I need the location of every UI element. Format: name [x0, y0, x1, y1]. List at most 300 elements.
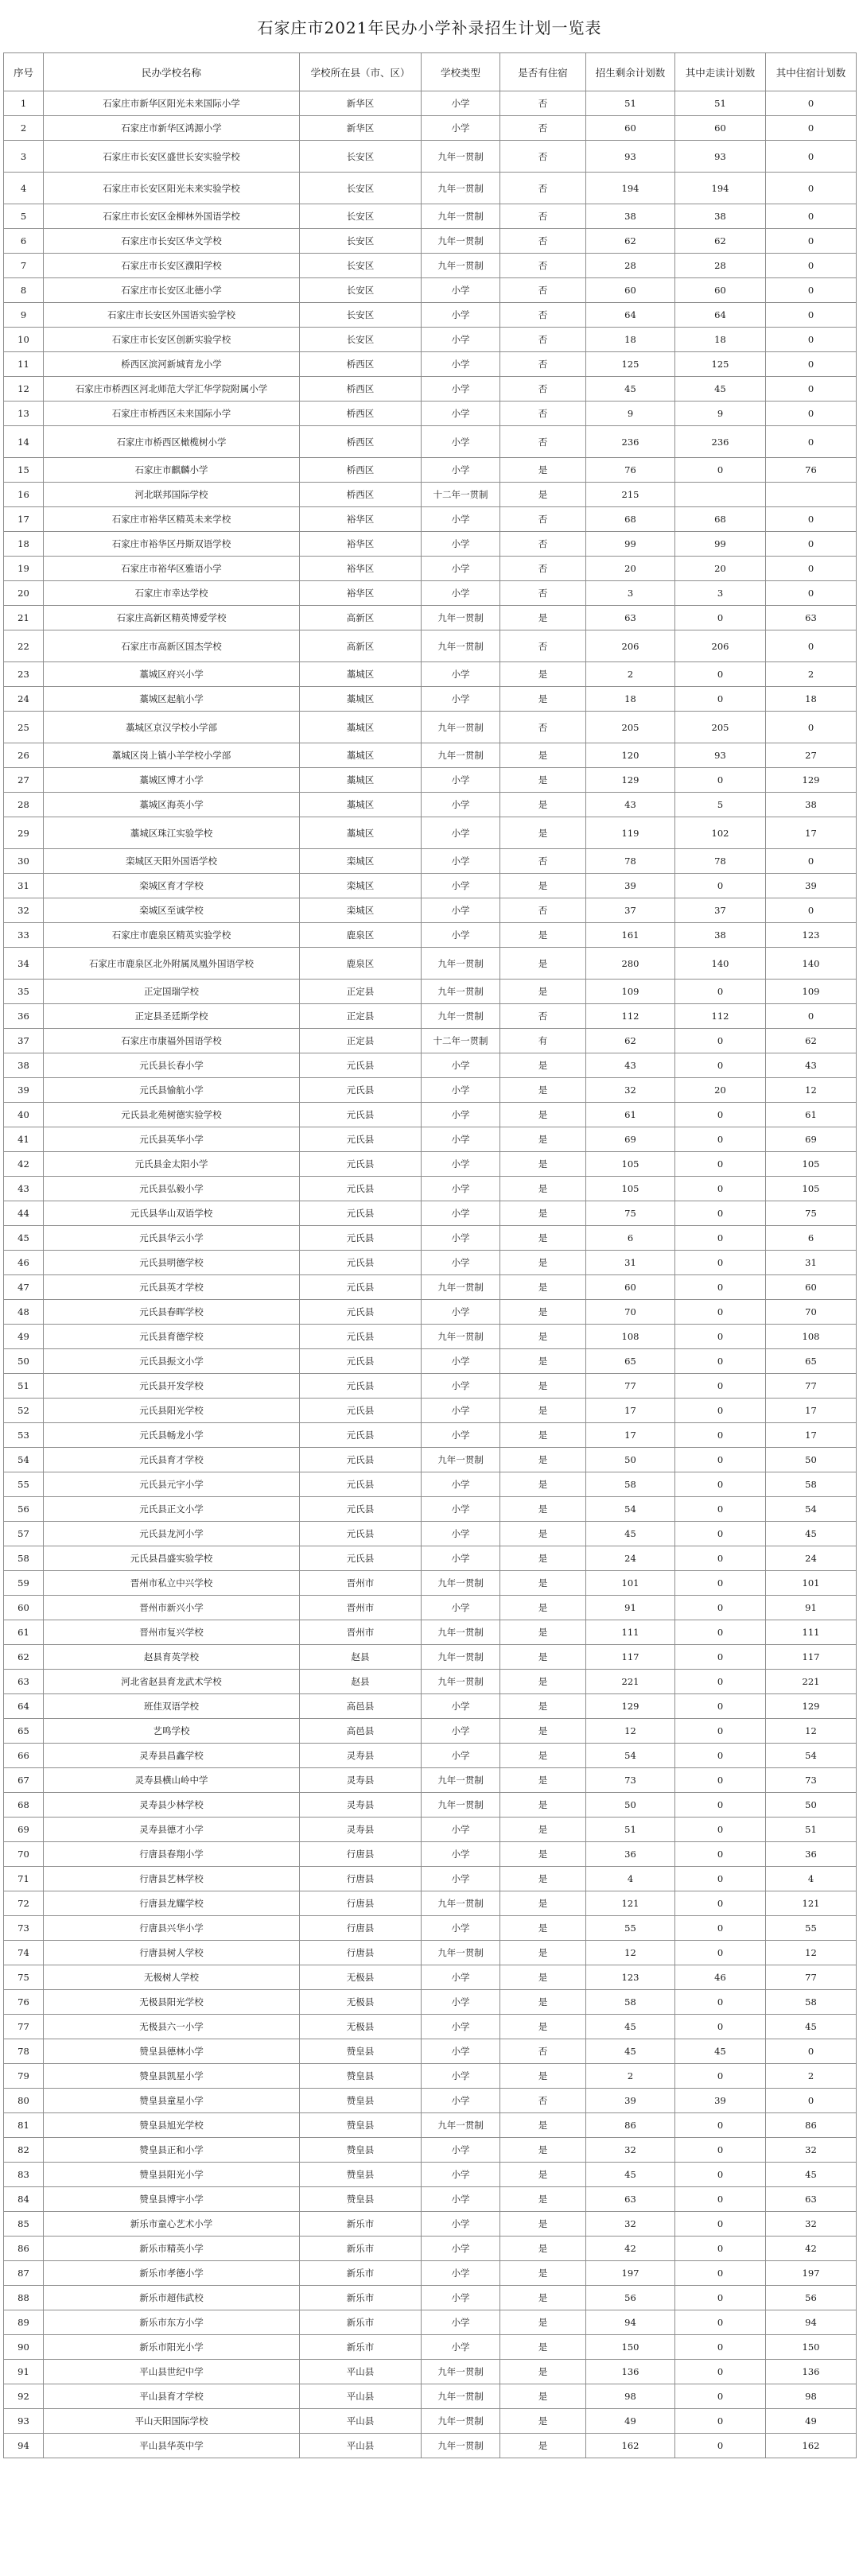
cell-boarding-quota: 0 [766, 2039, 857, 2064]
cell-boarding-quota: 0 [766, 581, 857, 606]
cell-remaining-quota: 64 [586, 303, 675, 328]
cell-day-quota: 60 [675, 278, 766, 303]
cell-remaining-quota: 12 [586, 1941, 675, 1965]
cell-boarding: 否 [500, 141, 586, 173]
cell-index: 51 [4, 1374, 44, 1399]
cell-school-name: 石家庄市桥西区橄榄树小学 [44, 426, 300, 458]
cell-remaining-quota: 60 [586, 116, 675, 141]
cell-day-quota: 0 [675, 1152, 766, 1177]
table-row [4, 377, 857, 402]
cell-boarding-quota: 0 [766, 352, 857, 377]
cell-district: 高邑县 [300, 1694, 422, 1719]
cell-index: 68 [4, 1793, 44, 1818]
cell-remaining-quota: 63 [586, 606, 675, 630]
cell-boarding-quota: 32 [766, 2138, 857, 2163]
cell-index: 22 [4, 630, 44, 662]
cell-boarding: 是 [500, 980, 586, 1004]
cell-school-type: 小学 [422, 1522, 500, 1546]
cell-district: 平山县 [300, 2384, 422, 2409]
cell-boarding-quota: 32 [766, 2212, 857, 2237]
cell-remaining-quota: 101 [586, 1571, 675, 1596]
cell-remaining-quota: 32 [586, 2212, 675, 2237]
cell-boarding: 否 [500, 2039, 586, 2064]
cell-school-type: 小学 [422, 1152, 500, 1177]
cell-remaining-quota: 24 [586, 1546, 675, 1571]
cell-remaining-quota: 162 [586, 2434, 675, 2458]
cell-school-name: 元氏县阳光学校 [44, 1399, 300, 1423]
cell-boarding-quota: 0 [766, 426, 857, 458]
cell-district: 赞皇县 [300, 2089, 422, 2113]
cell-index: 82 [4, 2138, 44, 2163]
cell-boarding-quota: 0 [766, 229, 857, 254]
table-row [4, 606, 857, 630]
cell-day-quota: 0 [675, 458, 766, 483]
cell-school-name: 赞皇县凯星小学 [44, 2064, 300, 2089]
cell-index: 88 [4, 2286, 44, 2310]
cell-remaining-quota: 70 [586, 1300, 675, 1325]
cell-district: 赞皇县 [300, 2163, 422, 2187]
cell-remaining-quota: 54 [586, 1744, 675, 1768]
cell-school-name: 晋州市复兴学校 [44, 1620, 300, 1645]
cell-boarding-quota: 50 [766, 1793, 857, 1818]
cell-boarding: 是 [500, 1694, 586, 1719]
cell-boarding-quota: 56 [766, 2286, 857, 2310]
table-row [4, 1941, 857, 1965]
cell-boarding-quota: 42 [766, 2237, 857, 2261]
cell-school-name: 灵寿县昌鑫学校 [44, 1744, 300, 1768]
cell-remaining-quota: 194 [586, 173, 675, 204]
cell-boarding: 是 [500, 2384, 586, 2409]
cell-district: 元氏县 [300, 1546, 422, 1571]
cell-boarding-quota: 12 [766, 1078, 857, 1103]
cell-district: 裕华区 [300, 532, 422, 557]
table-row [4, 1374, 857, 1399]
cell-district: 行唐县 [300, 1867, 422, 1891]
cell-boarding-quota: 0 [766, 630, 857, 662]
cell-school-type: 九年一贯制 [422, 2409, 500, 2434]
cell-district: 长安区 [300, 204, 422, 229]
cell-remaining-quota: 60 [586, 278, 675, 303]
cell-boarding-quota: 0 [766, 402, 857, 426]
cell-school-name: 元氏县育才学校 [44, 1448, 300, 1472]
cell-district: 元氏县 [300, 1226, 422, 1251]
table-body [4, 91, 857, 2458]
cell-remaining-quota: 111 [586, 1620, 675, 1645]
cell-school-type: 小学 [422, 2286, 500, 2310]
cell-index: 29 [4, 817, 44, 849]
cell-district: 高邑县 [300, 1719, 422, 1744]
cell-school-name: 无极树人学校 [44, 1965, 300, 1990]
cell-day-quota: 0 [675, 1497, 766, 1522]
cell-school-name: 赵县育英学校 [44, 1645, 300, 1670]
cell-day-quota: 0 [675, 1251, 766, 1275]
table-row [4, 1571, 857, 1596]
cell-index: 30 [4, 849, 44, 874]
cell-day-quota: 3 [675, 581, 766, 606]
cell-index: 2 [4, 116, 44, 141]
cell-school-type: 九年一贯制 [422, 743, 500, 768]
cell-day-quota: 0 [675, 1842, 766, 1867]
cell-boarding: 是 [500, 817, 586, 849]
table-row [4, 1965, 857, 1990]
cell-index: 20 [4, 581, 44, 606]
cell-school-type: 九年一贯制 [422, 254, 500, 278]
cell-remaining-quota: 105 [586, 1152, 675, 1177]
cell-index: 75 [4, 1965, 44, 1990]
cell-boarding-quota: 0 [766, 532, 857, 557]
cell-day-quota: 194 [675, 173, 766, 204]
cell-school-name: 赞皇县正和小学 [44, 2138, 300, 2163]
cell-day-quota: 0 [675, 1916, 766, 1941]
cell-school-type: 小学 [422, 662, 500, 687]
cell-district: 元氏县 [300, 1127, 422, 1152]
cell-remaining-quota: 51 [586, 91, 675, 116]
cell-remaining-quota: 68 [586, 507, 675, 532]
cell-district: 赵县 [300, 1670, 422, 1694]
cell-boarding: 是 [500, 1423, 586, 1448]
cell-remaining-quota: 39 [586, 874, 675, 898]
table-row [4, 630, 857, 662]
cell-boarding: 否 [500, 173, 586, 204]
cell-boarding: 是 [500, 1127, 586, 1152]
cell-school-type: 九年一贯制 [422, 2360, 500, 2384]
cell-day-quota: 0 [675, 2015, 766, 2039]
table-row [4, 2212, 857, 2237]
cell-remaining-quota: 17 [586, 1423, 675, 1448]
cell-day-quota: 0 [675, 1670, 766, 1694]
cell-school-type: 九年一贯制 [422, 1941, 500, 1965]
cell-school-name: 河北省赵县育龙武术学校 [44, 1670, 300, 1694]
cell-boarding: 是 [500, 1620, 586, 1645]
table-row [4, 2434, 857, 2458]
cell-remaining-quota: 125 [586, 352, 675, 377]
cell-boarding-quota: 108 [766, 1325, 857, 1349]
cell-index: 92 [4, 2384, 44, 2409]
cell-day-quota: 0 [675, 1793, 766, 1818]
cell-index: 87 [4, 2261, 44, 2286]
cell-school-type: 小学 [422, 1744, 500, 1768]
cell-school-type: 小学 [422, 1423, 500, 1448]
cell-boarding: 否 [500, 2089, 586, 2113]
cell-school-type: 小学 [422, 1472, 500, 1497]
cell-district: 栾城区 [300, 898, 422, 923]
cell-boarding: 是 [500, 1990, 586, 2015]
cell-school-type: 小学 [422, 2089, 500, 2113]
cell-boarding-quota: 60 [766, 1275, 857, 1300]
cell-boarding: 是 [500, 1152, 586, 1177]
cell-boarding: 是 [500, 2064, 586, 2089]
cell-boarding: 否 [500, 116, 586, 141]
table-row [4, 581, 857, 606]
cell-district: 长安区 [300, 303, 422, 328]
cell-remaining-quota: 54 [586, 1497, 675, 1522]
cell-school-name: 新乐市超伟武校 [44, 2286, 300, 2310]
cell-boarding: 否 [500, 532, 586, 557]
cell-day-quota: 0 [675, 1103, 766, 1127]
cell-boarding: 是 [500, 1275, 586, 1300]
cell-school-type: 小学 [422, 849, 500, 874]
cell-boarding: 是 [500, 2187, 586, 2212]
table-row [4, 662, 857, 687]
cell-boarding-quota: 77 [766, 1965, 857, 1990]
cell-index: 48 [4, 1300, 44, 1325]
table-row [4, 2039, 857, 2064]
cell-boarding-quota: 162 [766, 2434, 857, 2458]
table-row [4, 1694, 857, 1719]
cell-school-name: 藁城区博才小学 [44, 768, 300, 793]
cell-remaining-quota: 61 [586, 1103, 675, 1127]
cell-school-type: 小学 [422, 1867, 500, 1891]
cell-boarding: 是 [500, 2360, 586, 2384]
cell-school-name: 元氏县英华小学 [44, 1127, 300, 1152]
cell-district: 长安区 [300, 173, 422, 204]
cell-boarding: 是 [500, 2015, 586, 2039]
cell-boarding-quota: 73 [766, 1768, 857, 1793]
cell-index: 1 [4, 91, 44, 116]
table-row [4, 507, 857, 532]
cell-school-type: 小学 [422, 793, 500, 817]
cell-school-name: 元氏县昌盛实验学校 [44, 1546, 300, 1571]
cell-boarding: 是 [500, 2409, 586, 2434]
cell-district: 元氏县 [300, 1472, 422, 1497]
cell-boarding-quota: 36 [766, 1842, 857, 1867]
table-row [4, 898, 857, 923]
cell-remaining-quota: 18 [586, 328, 675, 352]
cell-boarding-quota: 27 [766, 743, 857, 768]
table-row [4, 1719, 857, 1744]
cell-remaining-quota: 6 [586, 1226, 675, 1251]
cell-school-type: 小学 [422, 426, 500, 458]
table-row [4, 1472, 857, 1497]
cell-index: 59 [4, 1571, 44, 1596]
cell-school-type: 小学 [422, 581, 500, 606]
cell-boarding: 是 [500, 1596, 586, 1620]
cell-boarding-quota: 12 [766, 1719, 857, 1744]
table-row [4, 1448, 857, 1472]
cell-day-quota: 68 [675, 507, 766, 532]
cell-boarding: 是 [500, 1177, 586, 1201]
cell-day-quota: 0 [675, 1768, 766, 1793]
table-row [4, 2409, 857, 2434]
cell-day-quota: 0 [675, 2138, 766, 2163]
cell-index: 42 [4, 1152, 44, 1177]
cell-boarding: 否 [500, 557, 586, 581]
cell-day-quota: 0 [675, 1620, 766, 1645]
cell-remaining-quota: 63 [586, 2187, 675, 2212]
cell-school-type: 小学 [422, 91, 500, 116]
cell-school-name: 石家庄市长安区北德小学 [44, 278, 300, 303]
cell-boarding: 否 [500, 303, 586, 328]
cell-boarding-quota: 0 [766, 2089, 857, 2113]
cell-boarding-quota: 129 [766, 1694, 857, 1719]
cell-boarding: 是 [500, 2261, 586, 2286]
cell-day-quota: 38 [675, 204, 766, 229]
cell-remaining-quota: 75 [586, 1201, 675, 1226]
cell-remaining-quota: 45 [586, 2039, 675, 2064]
cell-index: 70 [4, 1842, 44, 1867]
cell-district: 平山县 [300, 2434, 422, 2458]
cell-school-name: 石家庄市裕华区丹斯双语学校 [44, 532, 300, 557]
cell-school-type: 十二年一贯制 [422, 1029, 500, 1053]
cell-index: 36 [4, 1004, 44, 1029]
table-row [4, 1078, 857, 1103]
cell-day-quota: 0 [675, 2434, 766, 2458]
cell-district: 藁城区 [300, 793, 422, 817]
table-row [4, 2261, 857, 2286]
cell-boarding-quota: 77 [766, 1374, 857, 1399]
cell-boarding: 是 [500, 1053, 586, 1078]
cell-boarding-quota: 109 [766, 980, 857, 1004]
cell-remaining-quota: 2 [586, 2064, 675, 2089]
cell-boarding-quota: 0 [766, 377, 857, 402]
cell-boarding: 是 [500, 2310, 586, 2335]
cell-remaining-quota: 36 [586, 1842, 675, 1867]
table-row [4, 1546, 857, 1571]
cell-boarding: 是 [500, 1941, 586, 1965]
cell-boarding-quota: 117 [766, 1645, 857, 1670]
cell-district: 长安区 [300, 278, 422, 303]
cell-remaining-quota: 86 [586, 2113, 675, 2138]
table-row [4, 1399, 857, 1423]
cell-index: 9 [4, 303, 44, 328]
cell-school-name: 行唐县春翔小学 [44, 1842, 300, 1867]
table-row [4, 1842, 857, 1867]
table-row [4, 743, 857, 768]
cell-boarding-quota: 105 [766, 1177, 857, 1201]
cell-day-quota: 0 [675, 2310, 766, 2335]
cell-boarding-quota: 91 [766, 1596, 857, 1620]
cell-remaining-quota: 45 [586, 377, 675, 402]
cell-index: 58 [4, 1546, 44, 1571]
table-row [4, 1201, 857, 1226]
cell-index: 4 [4, 173, 44, 204]
cell-remaining-quota: 150 [586, 2335, 675, 2360]
cell-day-quota: 0 [675, 1571, 766, 1596]
cell-school-name: 石家庄市高新区国杰学校 [44, 630, 300, 662]
cell-school-name: 藁城区海英小学 [44, 793, 300, 817]
cell-day-quota: 0 [675, 874, 766, 898]
cell-day-quota: 0 [675, 980, 766, 1004]
cell-index: 74 [4, 1941, 44, 1965]
cell-boarding: 是 [500, 1768, 586, 1793]
cell-remaining-quota: 161 [586, 923, 675, 948]
cell-school-name: 艺鸣学校 [44, 1719, 300, 1744]
cell-day-quota: 0 [675, 2187, 766, 2212]
cell-boarding-quota: 2 [766, 2064, 857, 2089]
cell-index: 32 [4, 898, 44, 923]
cell-school-type: 九年一贯制 [422, 1793, 500, 1818]
cell-remaining-quota: 123 [586, 1965, 675, 1990]
cell-school-type: 十二年一贯制 [422, 483, 500, 507]
table-row [4, 2015, 857, 2039]
table-row [4, 1596, 857, 1620]
cell-school-name: 正定县圣廷斯学校 [44, 1004, 300, 1029]
cell-school-name: 石家庄市长安区濮阳学校 [44, 254, 300, 278]
cell-boarding-quota: 45 [766, 2015, 857, 2039]
table-row [4, 2286, 857, 2310]
cell-remaining-quota: 37 [586, 898, 675, 923]
cell-boarding-quota: 58 [766, 1990, 857, 2015]
cell-boarding: 否 [500, 630, 586, 662]
cell-boarding-quota: 17 [766, 1423, 857, 1448]
cell-index: 81 [4, 2113, 44, 2138]
cell-boarding-quota: 51 [766, 1818, 857, 1842]
cell-school-type: 九年一贯制 [422, 712, 500, 743]
cell-school-type: 小学 [422, 1694, 500, 1719]
cell-boarding: 是 [500, 1571, 586, 1596]
cell-school-type: 小学 [422, 1399, 500, 1423]
cell-school-type: 九年一贯制 [422, 1571, 500, 1596]
cell-school-type: 小学 [422, 874, 500, 898]
cell-district: 桥西区 [300, 402, 422, 426]
cell-district: 桥西区 [300, 377, 422, 402]
cell-boarding-quota: 65 [766, 1349, 857, 1374]
cell-index: 57 [4, 1522, 44, 1546]
cell-school-name: 石家庄市桥西区未来国际小学 [44, 402, 300, 426]
cell-school-name: 新乐市孝德小学 [44, 2261, 300, 2286]
cell-remaining-quota: 43 [586, 1053, 675, 1078]
cell-remaining-quota: 221 [586, 1670, 675, 1694]
cell-district: 桥西区 [300, 483, 422, 507]
cell-school-type: 小学 [422, 2187, 500, 2212]
cell-day-quota: 0 [675, 1325, 766, 1349]
cell-school-type: 小学 [422, 557, 500, 581]
cell-remaining-quota: 55 [586, 1916, 675, 1941]
cell-day-quota: 18 [675, 328, 766, 352]
cell-boarding-quota: 140 [766, 948, 857, 980]
cell-district: 元氏县 [300, 1325, 422, 1349]
cell-boarding-quota: 38 [766, 793, 857, 817]
cell-district: 桥西区 [300, 458, 422, 483]
cell-school-name: 新乐市精英小学 [44, 2237, 300, 2261]
cell-remaining-quota: 99 [586, 532, 675, 557]
cell-index: 13 [4, 402, 44, 426]
cell-school-name: 藁城区珠江实验学校 [44, 817, 300, 849]
cell-boarding-quota: 111 [766, 1620, 857, 1645]
cell-day-quota: 236 [675, 426, 766, 458]
cell-remaining-quota: 91 [586, 1596, 675, 1620]
cell-school-type: 小学 [422, 352, 500, 377]
cell-district: 晋州市 [300, 1596, 422, 1620]
cell-index: 16 [4, 483, 44, 507]
table-row [4, 352, 857, 377]
cell-school-type: 小学 [422, 687, 500, 712]
cell-remaining-quota: 45 [586, 1522, 675, 1546]
cell-district: 元氏县 [300, 1522, 422, 1546]
cell-boarding-quota: 94 [766, 2310, 857, 2335]
cell-index: 63 [4, 1670, 44, 1694]
cell-day-quota: 0 [675, 1719, 766, 1744]
cell-district: 灵寿县 [300, 1768, 422, 1793]
cell-day-quota: 0 [675, 662, 766, 687]
cell-remaining-quota: 215 [586, 483, 675, 507]
cell-day-quota: 0 [675, 1448, 766, 1472]
cell-boarding-quota: 24 [766, 1546, 857, 1571]
table-row [4, 2384, 857, 2409]
cell-school-name: 元氏县振文小学 [44, 1349, 300, 1374]
cell-school-name: 赞皇县童星小学 [44, 2089, 300, 2113]
cell-school-type: 九年一贯制 [422, 1275, 500, 1300]
cell-school-name: 元氏县长春小学 [44, 1053, 300, 1078]
cell-district: 赞皇县 [300, 2113, 422, 2138]
cell-district: 新乐市 [300, 2286, 422, 2310]
cell-index: 3 [4, 141, 44, 173]
cell-index: 25 [4, 712, 44, 743]
cell-index: 19 [4, 557, 44, 581]
cell-boarding: 否 [500, 402, 586, 426]
cell-school-type: 小学 [422, 1078, 500, 1103]
cell-remaining-quota: 3 [586, 581, 675, 606]
